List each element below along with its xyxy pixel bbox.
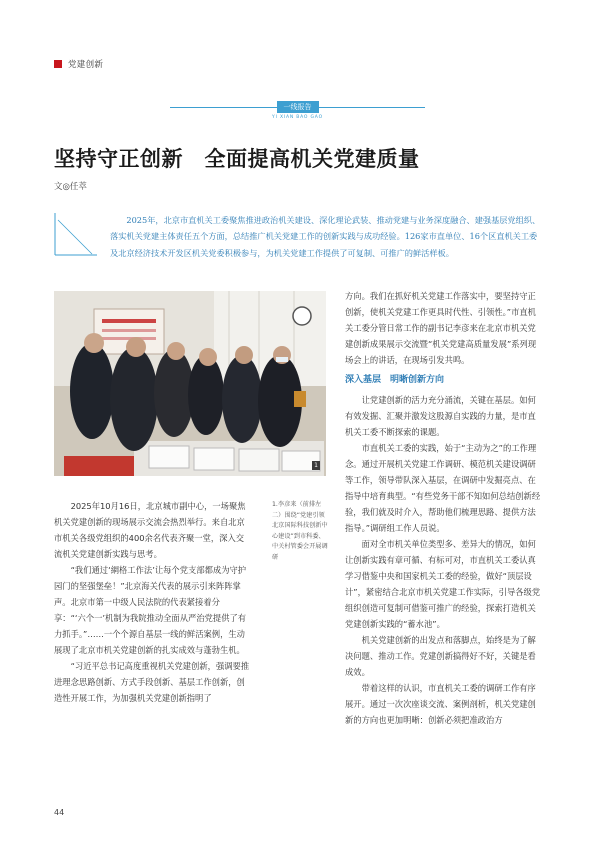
column-badge (170, 101, 425, 127)
body-column-left (54, 498, 250, 706)
badge-pinyin: YI XIAN BAO GAO (272, 115, 323, 120)
article-lead: 2025年，北京市直机关工委聚焦推进政治机关建设、深化理论武装、推动党建与业务深度融合、建强基层党组织、落实机关党建主体责任五个方面，总结推广机关党建工作的创新实践与成功经验。126家市直单位、16个区直机关工委及北京经济技术开发区机关党委积极参与，为机关党建工作提供了可复制、可推广的鲜活样板。 (110, 215, 541, 258)
body-paragraph: 让党建创新的活力充分涌流，关键在基层。如何有效发掘、汇聚并激发这股源自实践的力量，是市直机关工委不断探索的课题。 (345, 395, 536, 437)
section-label: 党建创新 (68, 60, 104, 70)
article-author: 文◎任萃 (54, 182, 87, 192)
body-paragraph: “习近平总书记高度重视机关党建创新，强调要推进理念思路创新、方式手段创新、基层工作创新，创造性开展工作，为加强机关党建创新指明了 (54, 661, 250, 703)
body-paragraph: “我们通过‘網格工作法’让每个党支部都成为守护园门的坚强堡垒！”北京海关代表的展示引来阵阵掌声。北京市第一中级人民法院的代表紧接着分享：“‘六个一’机制为我院推动全面从严治党提供了有力抓手。”……一个个源自基层一线的鲜活案例，生动展现了北京市机关党建创新的扎实成效与蓬勃生机。 (54, 565, 247, 655)
body-paragraph: 带着这样的认识，市直机关工委的调研工作有序展开。通过一次次座谈交流、案例剖析，机关党建创新的方向也更加明晰：创新必须把准政治方 (345, 683, 536, 725)
article-photo (54, 291, 326, 476)
section-tag (54, 58, 103, 70)
page-number: 44 (54, 808, 65, 817)
body-paragraph: 机关党建创新的出发点和落脚点，始终是为了解决问题、推动工作。党建创新搞得好不好，关键是看成效。 (345, 635, 536, 677)
meeting-scene-image (54, 291, 326, 476)
body-paragraph-continued: 方向。我们在抓好机关党建工作落实中，要坚持守正创新，使机关党建工作更具时代性、引领性。”市直机关工委分管日常工作的副书记李彦来在北京市机关党建创新成果展示交流暨“机关党建高质量发展”系列现场会上的讲话，在现场引发共鸣。 (345, 291, 537, 365)
photo-caption: 1.李彦来（前排左二）围绕“党建引领北京国际科技创新中心建设”到市科委、中关村管委会开展调研 (272, 501, 328, 561)
body-paragraph: 面对全市机关单位类型多、差异大的情况，如何让创新实践有章可循、有标可对，市直机关工委认真学习借鉴中央和国家机关工委的经验，做好“顶层设计”，紧密结合北京市机关党建工作实际，引导各级党组织创造可复制可借鉴可推广的经验，探索打造机关党建创新实践的“蓄水池”。 (345, 539, 541, 629)
photo-number: 1 (314, 462, 318, 469)
body-paragraph: 市直机关工委的实践，始于“主动为之”的工作理念。通过开展机关党建工作调研、模范机关建设调研等工作，领导带队深入基层，在调研中发掘亮点、在指导中培育典型。“有些党务干部不知如何总结创新经验，我们就及时介入，帮助他们梳理思路、提供方法指导。”调研组工作人员说。 (345, 443, 541, 533)
body-paragraph: 2025年10月16日，北京城市副中心，一场聚焦机关党建创新的现场展示交流会热烈举行。来自北京市机关各级党组织的400余名代表齐聚一堂，深入交流机关党建创新实践与思考。 (54, 501, 246, 559)
corner-lines-icon (54, 212, 98, 256)
badge-label: 一线报告 (277, 101, 319, 113)
section-subheading: 深入基层 明晰创新方向 (345, 375, 445, 385)
section-marker-icon (54, 60, 62, 68)
article-headline: 坚持守正创新 全面提高机关党建质量 (54, 147, 420, 171)
body-column-right (345, 288, 543, 728)
